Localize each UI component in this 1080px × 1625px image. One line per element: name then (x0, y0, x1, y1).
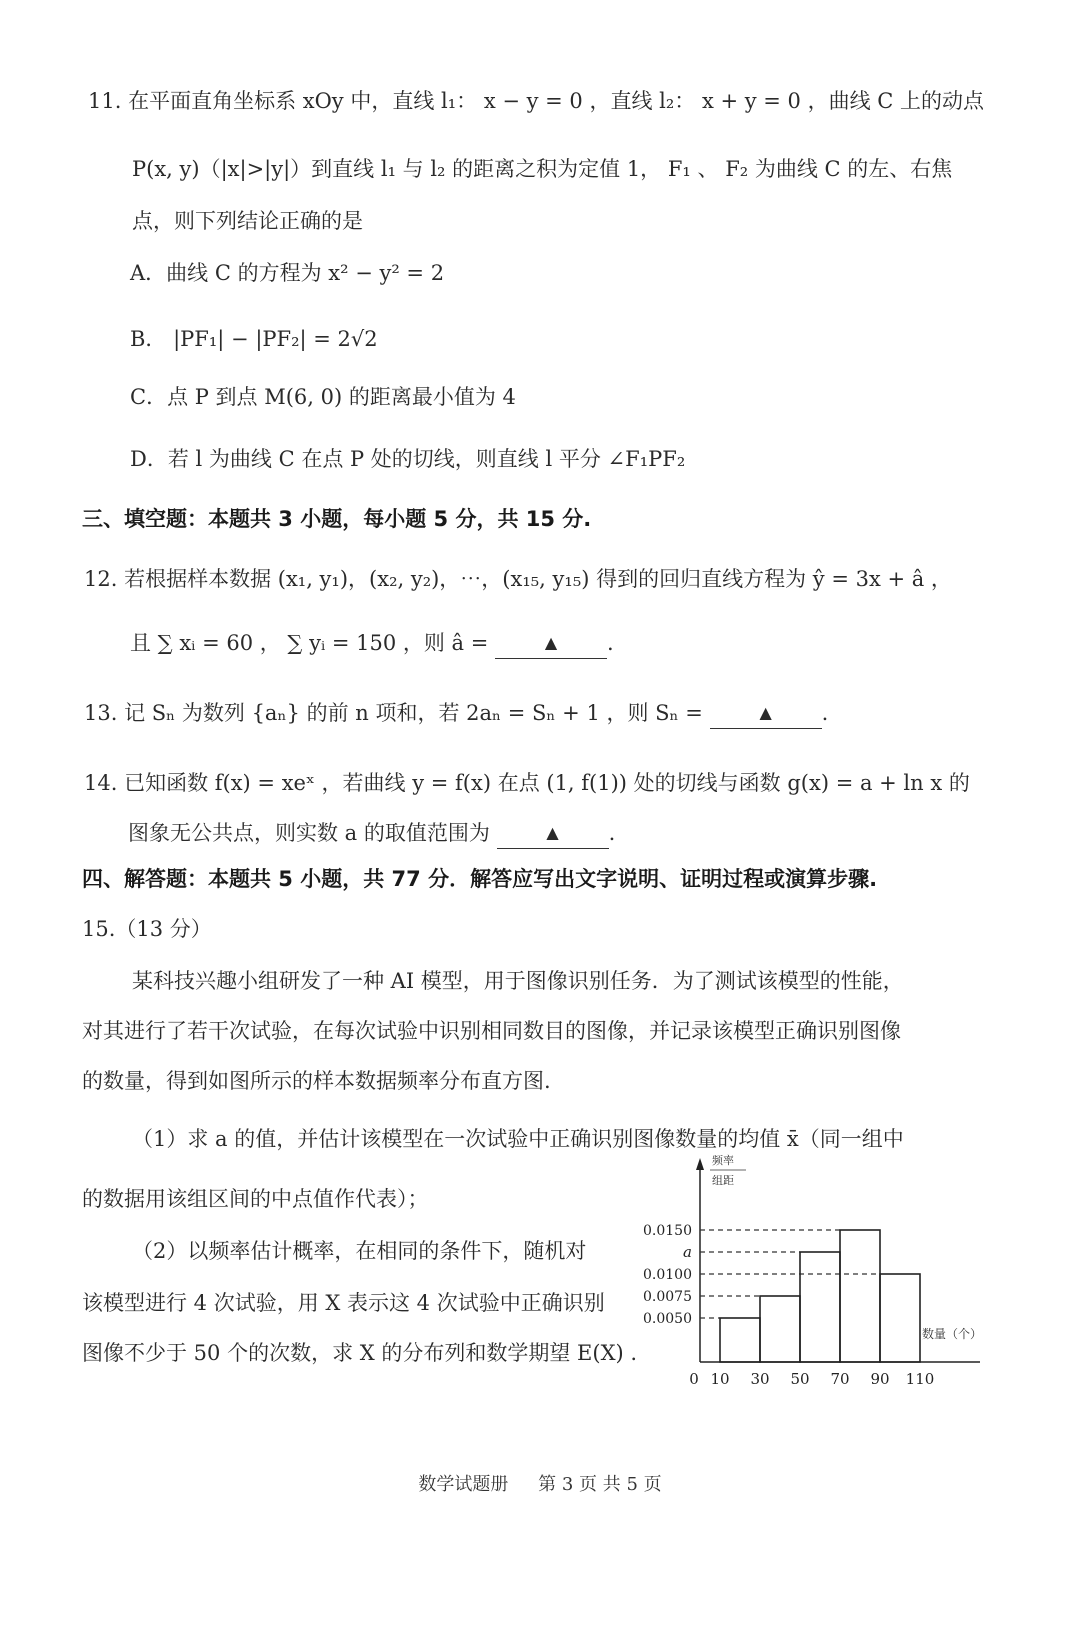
histogram-bar (840, 1230, 880, 1362)
q15-header: 15.（13 分） (82, 917, 212, 941)
y-axis-label-bottom: 组距 (712, 1174, 734, 1187)
q12-answer-blank (495, 626, 607, 659)
answer-marker-icon: ▲ (546, 823, 559, 842)
q11-line1: 11. 在平面直角坐标系 xOy 中，直线 l₁： x − y = 0 ，直线 l₂： x + y = 0 ，曲线 C 上的动点 (88, 89, 985, 113)
footer-book-title: 数学试题册 (418, 1474, 509, 1495)
q15-sub2a: （2）以频率估计概率，在相同的条件下，随机对 (132, 1239, 587, 1263)
q11-option-d: D．若 l 为曲线 C 在点 P 处的切线，则直线 l 平分 ∠F₁PF₂ (130, 447, 686, 471)
histogram-bar (760, 1296, 800, 1362)
q15-sub2c: 图像不少于 50 个的次数，求 X 的分布列和数学期望 E(X) . (82, 1341, 638, 1365)
q15-sub1b: 的数据用该组区间的中点值作代表）； (82, 1187, 429, 1211)
q11-line2: P(x, y)（|x|>|y|）到直线 l₁ 与 l₂ 的距离之积为定值 1， F₁ 、 F₂ 为曲线 C 的左、右焦 (132, 157, 953, 181)
footer-page-number: 第 3 页 共 5 页 (538, 1474, 662, 1495)
q11-option-b: B． |PF₁| − |PF₂| = 2√2 (130, 327, 378, 351)
q15-sub1a: （1）求 a 的值，并估计该模型在一次试验中正确识别图像数量的均值 x̄（同一组中 (132, 1127, 904, 1151)
q14-line2-text: 图象无公共点，则实数 a 的取值范围为 (128, 821, 490, 845)
q12-line1: 12. 若根据样本数据 (x₁, y₁)，(x₂, y₂)，⋯，(x₁₅, y₁₅) 得到的回归直线方程为 ŷ = 3x + â ， (84, 567, 952, 591)
answer-marker-icon: ▲ (759, 703, 772, 722)
histogram-bar (880, 1274, 920, 1362)
x-tick-label: 0 (689, 1370, 699, 1388)
x-tick-label: 30 (750, 1370, 770, 1388)
x-tick-label: 70 (830, 1370, 850, 1388)
q15-para3: 的数量，得到如图所示的样本数据频率分布直方图. (82, 1069, 551, 1093)
q11-option-a: A．曲线 C 的方程为 x² − y² = 2 (130, 261, 445, 285)
q15-para2: 对其进行了若干次试验，在每次试验中识别相同数目的图像，并记录该模型正确识别图像 (82, 1019, 901, 1043)
answer-marker-icon: ▲ (544, 633, 558, 652)
histogram-bar (720, 1318, 760, 1362)
x-tick-label: 110 (905, 1370, 935, 1388)
section4-title: 四、解答题：本题共 5 小题，共 77 分．解答应写出文字说明、证明过程或演算步骤. (82, 867, 878, 891)
x-tick-label: 10 (710, 1370, 730, 1388)
y-tick-label: 0.0075 (643, 1289, 692, 1305)
q13-line: 13. 记 Sₙ 为数列 {aₙ} 的前 n 项和，若 2aₙ = Sₙ + 1 ，则 Sₙ = ▲ . (84, 698, 828, 731)
y-tick-label: 0.0150 (643, 1223, 692, 1239)
page-footer (0, 1470, 1080, 1496)
q11-option-c: C．点 P 到点 M(6, 0) 的距离最小值为 4 (130, 385, 516, 409)
q12-line2: 且 ∑ xᵢ = 60 ， ∑ yᵢ = 150 ，则 â = ▲ . (130, 628, 614, 661)
histogram-bar (800, 1252, 840, 1362)
frequency-histogram (630, 1150, 1010, 1400)
q14-line2: 图象无公共点，则实数 a 的取值范围为 ▲ . (128, 818, 615, 851)
x-tick-label: 90 (870, 1370, 890, 1388)
q13-line1-text: 13. 记 Sₙ 为数列 {aₙ} 的前 n 项和，若 2aₙ = Sₙ + 1 ，则 Sₙ = (84, 701, 703, 725)
q15-para1: 某科技兴趣小组研发了一种 AI 模型，用于图像识别任务．为了测试该模型的性能， (132, 969, 904, 993)
y-tick-label: a (683, 1243, 692, 1261)
x-tick-label: 50 (790, 1370, 810, 1388)
q14-answer-blank (497, 816, 609, 849)
q12-line2-text: 且 ∑ xᵢ = 60 ， ∑ yᵢ = 150 ，则 â = (130, 631, 489, 655)
section3-title: 三、填空题：本题共 3 小题，每小题 5 分，共 15 分. (82, 507, 592, 531)
q13-answer-blank (710, 696, 822, 729)
q11-line3: 点，则下列结论正确的是 (132, 209, 363, 233)
y-tick-label: 0.0050 (643, 1311, 692, 1327)
q14-line1: 14. 已知函数 f(x) = xeˣ ，若曲线 y = f(x) 在点 (1, f(1)) 处的切线与函数 g(x) = a + ln x 的 (84, 771, 970, 795)
y-axis-arrow-icon (696, 1158, 704, 1170)
x-axis-label: 数量（个） (921, 1327, 982, 1341)
q15-sub2b: 该模型进行 4 次试验，用 X 表示这 4 次试验中正确识别 (82, 1291, 605, 1315)
y-tick-label: 0.0100 (643, 1267, 692, 1283)
y-axis-label-top: 频率 (712, 1154, 734, 1167)
